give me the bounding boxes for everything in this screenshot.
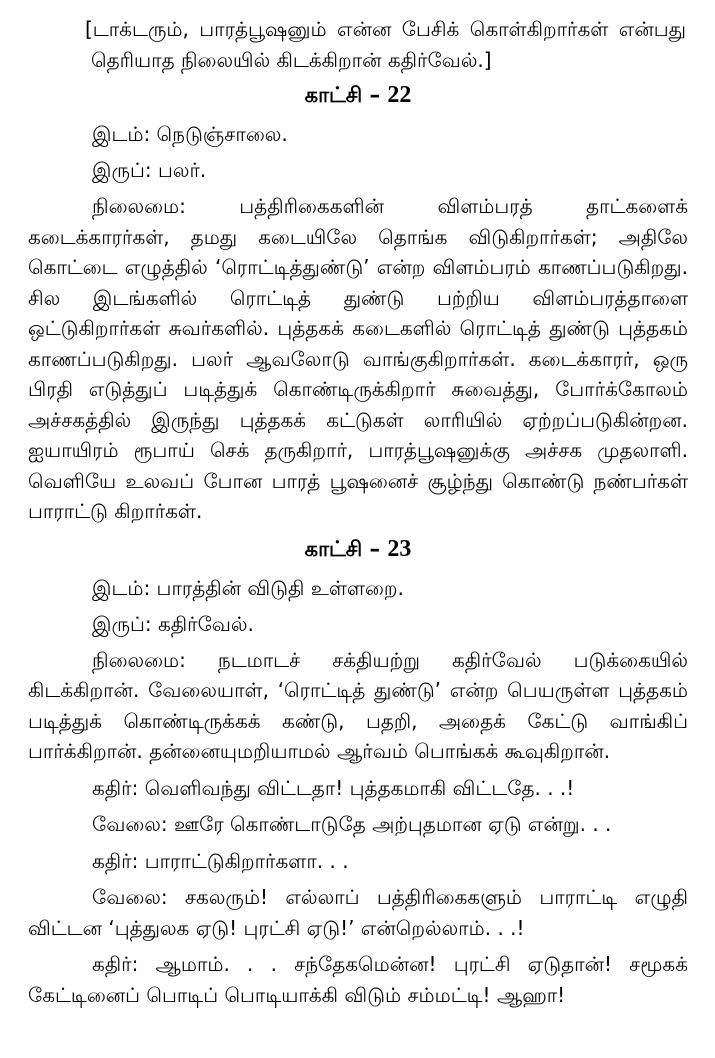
scene-23-place: இடம்: பாரத்தின் விடுதி உள்ளறை. bbox=[92, 575, 404, 600]
dialogue-line: கதிர்: வெளிவந்து விட்டதா! புத்தகமாகி விட்டதே. . .! bbox=[92, 775, 575, 800]
scene-22-present: இருப்: பலர். bbox=[92, 158, 207, 182]
stage-direction: [டாக்டரும், பாரத்பூஷனும் என்ன பேசிக் கொள்கிறார்கள் என்பது தெரியாத நிலையில் கிடக்கிறான் கதிர்வேல்.] bbox=[85, 17, 686, 72]
scene-23-heading-number: 23 bbox=[387, 535, 412, 562]
scene-22-heading-dash: – bbox=[362, 83, 388, 107]
scene-22-heading-word: காட்சி bbox=[304, 83, 363, 107]
scene-22-heading-number: 22 bbox=[387, 82, 412, 108]
dialogue-line: வேலை: சகலரும்! எல்லாப் பத்திரிகைகளும் பாராட்டி எழுதி விட்டன ‘புத்துலக ஏடு! புரட்சி ஏடு!’ என்றெல்லாம். . .! bbox=[28, 885, 688, 940]
scene-22-place: இடம்: நெடுஞ்சாலை. bbox=[92, 122, 288, 146]
scene-23-present: இருப்: கதிர்வேல். bbox=[92, 611, 254, 636]
dialogue-line: வேலை: ஊரே கொண்டாடுதே அற்புதமான ஏடு என்று. . . bbox=[92, 812, 612, 836]
scene-23-situation: நிலைமை: நடமாடச் சக்தியற்று கதிர்வேல் படுக்கையில் கிடக்கிறான். வேலையாள், ‘ரொட்டித் துண்டு’ என்ற பெயருள்ள புத்தகம் படித்துக் கொண்டிருக்கக் கண்டு, பதறி, அதைக் கேட்டு வாங்கிப் பார்க்கிறான். தன்னையுமறியாமல் ஆர்வம் பொங்கக் கூவுகிறான். bbox=[28, 647, 688, 763]
scene-22-situation: நிலைமை: பத்திரிகைகளின் விளம்பரத் தாட்களைக் கடைக்காரர்கள், தமது கடையிலே தொங்க விடுகிறார்கள்; அதிலே கொட்டை எழுத்தில் ‘ரொட்டித்துண்டு’ என்ற விளம்பரம் காணப்படுகிறது. சில இடங்களில் ரொட்டித் துண்டு பற்றிய விளம்பரத்தாளை ஒட்டுகிறார்கள் சுவர்களில். புத்தகக் கடைகளில் ரொட்டித் துண்டு புத்தகம் காணப்படுகிறது. பலர் ஆவலோடு வாங்குகிறார்கள். கடைக்காரர், ஒரு பிரதி எடுத்துப் படித்துக் கொண்டிருக்கிறார் சுவைத்து, போர்க்கோலம் அச்சகத்தில் இருந்து புத்தகக் கட்டுகள் லாரியில் ஏற்றப்படுகின்றன. ஐயாயிரம் ரூபாய் செக் தருகிறார், பாரத்பூஷனுக்கு அச்சக முதலாளி. வெளியே உலவப் போன பாரத் பூஷனைச் சூழ்ந்து கொண்டு நண்பர்கள் பாராட்டு கிறார்கள். bbox=[28, 194, 688, 523]
scene-23-heading-dash: – bbox=[362, 536, 388, 561]
scene-23-heading-word: காட்சி bbox=[304, 536, 363, 561]
dialogue-line: கதிர்: ஆமாம். . . சந்தேகமென்ன! புரட்சி ஏடுதான்! சமூகக் கேட்டினைப் பொடிப் பொடியாக்கி விடும் சம்மட்டி! ஆஹா! bbox=[28, 952, 688, 1007]
scene-23-heading bbox=[28, 533, 688, 565]
dialogue-line: கதிர்: பாராட்டுகிறார்களா. . . bbox=[92, 848, 349, 873]
scene-22-heading bbox=[28, 79, 688, 111]
book-page bbox=[28, 14, 688, 1016]
